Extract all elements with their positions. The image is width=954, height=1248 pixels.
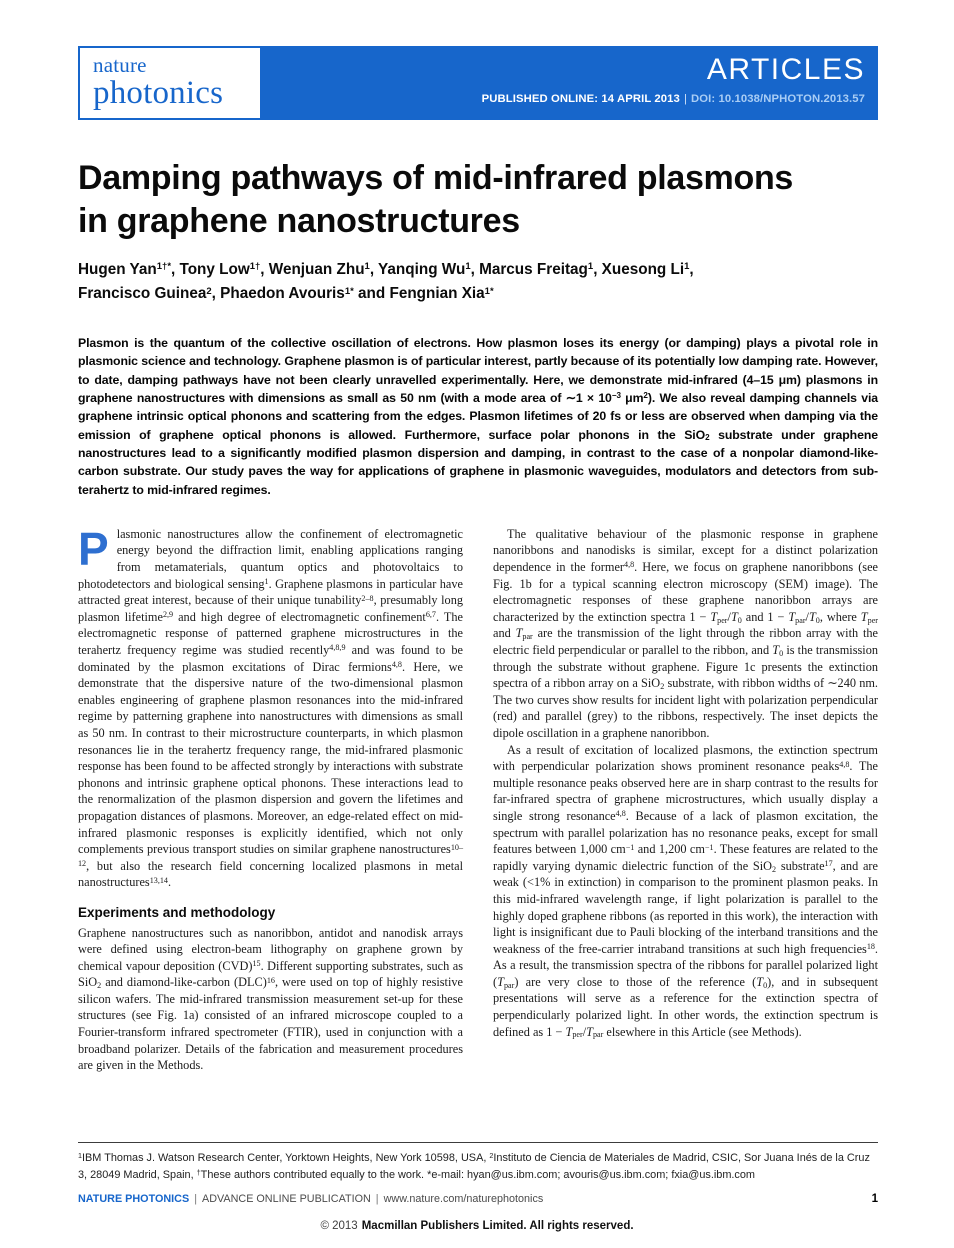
copyright-line	[0, 1220, 954, 1232]
right-column	[493, 526, 878, 1074]
localized-plasmons-paragraph: As a result of excitation of localized plasmons, the extinction spectrum with perpendicular polarization shows prominent resonance peaks$^{4,8}$. The multiple resonance peaks observed here are in sharp contrast to the results for far-infrared spectra of graphene microstructures, which usually display a single strong resonance$^{4,8}$. Because of a lack of plasmon excitation, the spectrum with parallel polarization has no resonance peaks, except for small features between 1,000 $cm^{-1}$ and 1,200 $cm^{-1}$. These features are related to the rapidly varying dynamic dielectric function of the SiO$_2$ substrate$^{17}$, and are weak (<1% in extinction) in comparison to the prominent plasmon peaks. In this mid-infrared wavelength range, if light polarization is parallel to the highly doped graphene ribbons (as reported in this work), the interaction with light is insignificant due to Pauli blocking of the interband transitions and the weakness of the free-carrier intraband transitions at such high frequencies$^{18}$. As a result, the transmission spectra of the ribbons for parallel polarized light $(T_{par})$ are very close to those of the reference $(T_0)$, and in subsequent presentations will serve as a reference for the extinction spectra of perpendicularly polarized light. In other words, the extinction spectrum is defined as $1 - T_{per}/T_{par}$ elsewhere in this Article (see Methods).	[493, 742, 878, 1040]
abstract: Plasmon is the quantum of the collective oscillation of electrons. How plasmon loses its energy (or damping) plays a pivotal role in plasmonic science and technology. Graphene plasmon is of particular interest, partly because of its potentially low damping rate. However, to date, damping pathways have not been clearly unravelled experimentally. Here, we demonstrate mid-infrared (4–15 μm) plasmons in graphene nanostructures with dimensions as small as 50 nm (with a mode area of ∼1 × $10^{-3}$ $\mu m^2$). We also reveal damping channels via graphene intrinsic optical phonons and scattering from the edges. Plasmon lifetimes of 20 fs or less are observed when damping via the emission of graphene optical phonons is allowed. Furthermore, surface polar phonons in the SiO$_2$ substrate under graphene nanostructures lead to a significantly modified plasmon dispersion and damping, in contrast to the case of a nonpolar diamond-like-carbon substrate. Our study paves the way for applications of graphene in plasmonic waveguides, modulators and detectors from sub-terahertz to mid-infrared regimes.	[78, 336, 879, 497]
footnote-rule	[78, 1142, 878, 1143]
footer-url: www.nature.com/naturephotonics	[383, 1193, 544, 1205]
page-number: 1	[871, 1193, 878, 1205]
left-column	[78, 522, 464, 1074]
intro-paragraph	[78, 522, 464, 891]
page-content	[0, 46, 954, 1074]
footer-separator-2: |	[375, 1193, 379, 1205]
article-title: Damping pathways of mid-infrared plasmons in graphene nanostructures	[78, 159, 794, 240]
logo-photonics-text: photonics	[93, 75, 224, 111]
published-separator: |	[683, 92, 687, 105]
article-type-label: ARTICLES	[706, 53, 865, 86]
intro-paragraph-text: lasmonic nanostructures allow the confinement of electromagnetic energy beyond the diffraction limit, enabling applications ranging from metamaterials, quantum optics and photovoltaics to photodetectors and biological sensing$^1$. Graphene plasmons in particular have attracted great interest, because of their unique tunability$^{2-8}$, presumably long plasmon lifetime$^{2,9}$ and high degree of electromagnetic confinement$^{6,7}$. The electromagnetic response of patterned graphene microstructures in the terahertz frequency regime was studied recently$^{4,8,9}$ and was found to be dominated by the plasmon excitations of Dirac fermions$^{4,8}$. Here, we demonstrate that the dispersive nature of the two-dimensional plasmon enables engineering of graphene plasmon resonances into the mid-infrared regime by patterning graphene into nanostructures with dimensions as small as 50 nm. In contrast to their microstructure counterparts, in which plasmon resonances lie in the terahertz frequency range, the mid-infrared plasmonic response has been found to be affected strongly by interactions with substrate phonons and intrinsic graphene optical phonons. These interactions lead to the renormalization of the plasmon dispersion and govern the lifetimes and propagation distances of plasmons. Moreover, an edge-related effect on mid-infrared plasmonic responses is explicitly identified, which not only complements previous transport studies on similar graphene nanostructures$^{10-12}$, but also the research field concerning localized plasmons in metal nanostructures$^{13,14}$.	[78, 526, 464, 890]
journal-banner	[78, 46, 878, 120]
author-list: Hugen Yan$^{1\dagger*}$, Tony Low$^{1\dagger}$, Wenjuan Zhu$^1$, Yanqing Wu$^1$, Marcus Freitag$^1$, Xuesong Li$^1$, Francisco Guinea$^2$, Phaedon Avouris$^{1*}$ and Fengnian Xia$^{1*}$	[78, 260, 694, 303]
running-footer	[78, 1193, 878, 1205]
logo-nature-text: nature	[93, 53, 147, 77]
footer-journal-name: NATURE PHOTONICS	[78, 1193, 190, 1205]
qualitative-behaviour-paragraph: The qualitative behaviour of the plasmonic response in graphene nanoribbons and nanodisks is similar, except for a distinct polarization dependence in the former$^{4,8}$. Here, we focus on graphene nanoribbons (see Fig. 1b for a typical scanning electron microscopy (SEM) image). The electromagnetic responses of these graphene nanoribbon arrays are characterized by the extinction spectra $1 - T_{per}/T_0$ and $1 - T_{par}/T_0$, where $T_{per}$ and $T_{par}$ are the transmission of the light through the ribbon array with the electric field perpendicular or parallel to the ribbon, and $T_0$ is the transmission through the substrate without graphene. Figure 1c presents the extinction spectra of a ribbon array on a SiO$_2$ substrate, with ribbon widths of ∼240 nm. The two curves show results for incident light with polarization perpendicular (red) and parallel (grey) to the ribbons, respectively. The inset depicts the dipole oscillation in a graphene nanoribbon.	[493, 526, 879, 740]
nature-photonics-logo	[80, 48, 260, 118]
copyright-prefix: © 2013	[320, 1220, 358, 1232]
doi-text: DOI: 10.1038/NPHOTON.2013.57	[690, 92, 865, 105]
published-date: PUBLISHED ONLINE: 14 APRIL 2013	[481, 92, 680, 105]
footer-publication-status: ADVANCE ONLINE PUBLICATION	[202, 1193, 371, 1205]
copyright-text: Macmillan Publishers Limited. All rights reserved.	[361, 1220, 634, 1232]
banner-right	[482, 53, 865, 105]
dropcap-letter: P	[78, 522, 109, 575]
published-line	[482, 93, 865, 105]
body-columns	[78, 522, 879, 1074]
affiliations-footnote: $^1$IBM Thomas J. Watson Research Center, Yorktown Heights, New York 10598, USA, $^2$Instituto de Ciencia de Materiales de Madrid, CSIC, Sor Juana Inés de la Cruz 3, 28049 Madrid, Spain, †These authors contributed equally to the work. *e-mail: hyan@us.ibm.com; avouris@us.ibm.com; fxia@us.ibm.com	[78, 1150, 870, 1181]
methods-paragraph: Graphene nanostructures such as nanoribbon, antidot and nanodisk arrays were defined using electron-beam lithography on graphene grown by chemical vapour deposition (CVD)$^{15}$. Different supporting substrates, such as SiO$_2$ and diamond-like-carbon (DLC)$^{16}$, were used on top of highly resistive silicon wafers. The mid-infrared transmission measurement set-up for these structures (see Fig. 1a) consisted of an infrared microscope coupled to a Fourier-transform infrared spectrometer (FTIR), used in conjunction with a broadband polarizer. Details of the fabrication and measurement procedures are given in the Methods.	[78, 925, 463, 1073]
section-heading-experiments: Experiments and methodology	[78, 904, 276, 920]
footer-separator-1: |	[194, 1193, 197, 1205]
footer-left	[78, 1193, 543, 1205]
